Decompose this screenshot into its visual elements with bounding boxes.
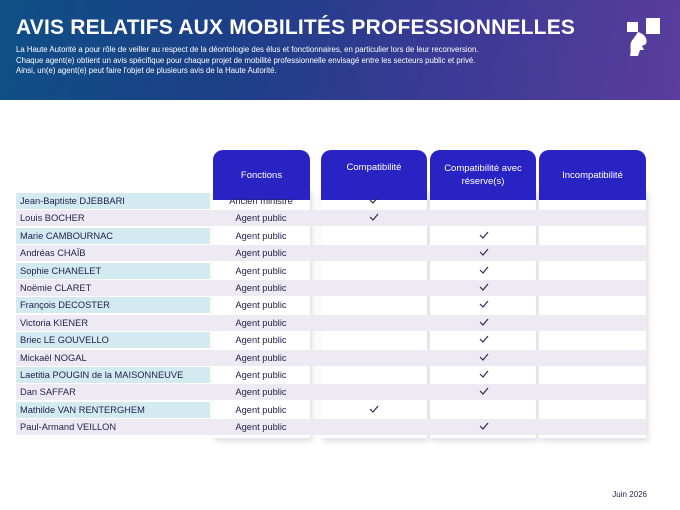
agent-function: Ancien ministre: [229, 196, 293, 206]
checkmark-icon: [369, 405, 379, 413]
agent-function: Agent public: [235, 266, 287, 276]
checkmark-icon: [479, 248, 489, 256]
agent-function: Agent public: [235, 353, 287, 363]
checkmark-icon: [479, 283, 489, 291]
column-body-incompatible: [539, 189, 646, 438]
column-body-compatible: [321, 189, 427, 438]
column-body-functions: [213, 189, 310, 438]
agent-name: Louis BOCHER: [20, 213, 85, 223]
footer-date: Juin 2026: [612, 490, 647, 499]
agent-name: Paul-Armand VEILLON: [20, 422, 117, 432]
agent-name: Dan SAFFAR: [20, 387, 76, 397]
page-title: AVIS RELATIFS AUX MOBILITÉS PROFESSIONNELLES: [16, 16, 576, 39]
agent-name: Jean-Baptiste DJEBBARI: [16, 193, 210, 209]
agent-function: Agent public: [235, 405, 287, 415]
checkmark-icon: [479, 335, 489, 343]
agent-function: Agent public: [235, 318, 287, 328]
checkmark-icon: [479, 387, 489, 395]
column-header-reserve: Compatibilité avec réserve(s): [430, 150, 536, 200]
agent-function: Agent public: [235, 335, 287, 345]
agent-function: Agent public: [235, 283, 287, 293]
haute-autorite-logo-icon: [624, 18, 660, 56]
agent-function: Agent public: [235, 231, 287, 241]
agent-function: Agent public: [235, 213, 287, 223]
agent-function: Agent public: [235, 387, 287, 397]
agent-name: Briec LE GOUVELLO: [16, 332, 210, 348]
checkmark-icon: [479, 422, 489, 430]
agent-name: Victoria KIENER: [20, 318, 89, 328]
description-line: Ainsi, un(e) agent(e) peut faire l'objet de plusieurs avis de la Haute Autorité.: [16, 66, 277, 75]
agent-name: François DECOSTER: [16, 297, 210, 313]
agent-function: Agent public: [235, 300, 287, 310]
checkmark-icon: [479, 300, 489, 308]
agent-name: Mathilde VAN RENTERGHEM: [16, 402, 210, 418]
checkmark-icon: [479, 318, 489, 326]
agent-function: Agent public: [235, 370, 287, 380]
page-description: [16, 45, 596, 77]
checkmark-icon: [479, 266, 489, 274]
agent-name: Marie CAMBOURNAC: [16, 228, 210, 244]
checkmark-icon: [479, 231, 489, 239]
header-banner: [0, 0, 680, 100]
column-header-functions: Fonctions: [213, 150, 310, 200]
agent-name: Andréas CHAÏB: [20, 248, 86, 258]
agent-name: Sophie CHANELET: [16, 263, 210, 279]
checkmark-icon: [369, 213, 379, 221]
checkmark-icon: [369, 196, 379, 204]
agent-function: Agent public: [235, 248, 287, 258]
agent-name: Noëmie CLARET: [20, 283, 92, 293]
column-body-reserve: [430, 189, 536, 438]
column-header-compatible: Compatibilité: [321, 150, 427, 200]
agent-name: Mickaël NOGAL: [20, 353, 87, 363]
agent-name: Laetitia POUGIN de la MAISONNEUVE: [16, 367, 210, 383]
checkmark-icon: [479, 370, 489, 378]
agent-function: Agent public: [235, 422, 287, 432]
description-line: La Haute Autorité a pour rôle de veiller au respect de la déontologie des élus et fonctionnaires, en particulier lors de leur reconversion.: [16, 45, 479, 54]
description-line: Chaque agent(e) obtient un avis spécifique pour chaque projet de mobilité professionnelle envisagé entre les secteurs public et privé.: [16, 55, 476, 65]
column-header-incompatible: Incompatibilité: [539, 150, 646, 200]
checkmark-icon: [479, 353, 489, 361]
